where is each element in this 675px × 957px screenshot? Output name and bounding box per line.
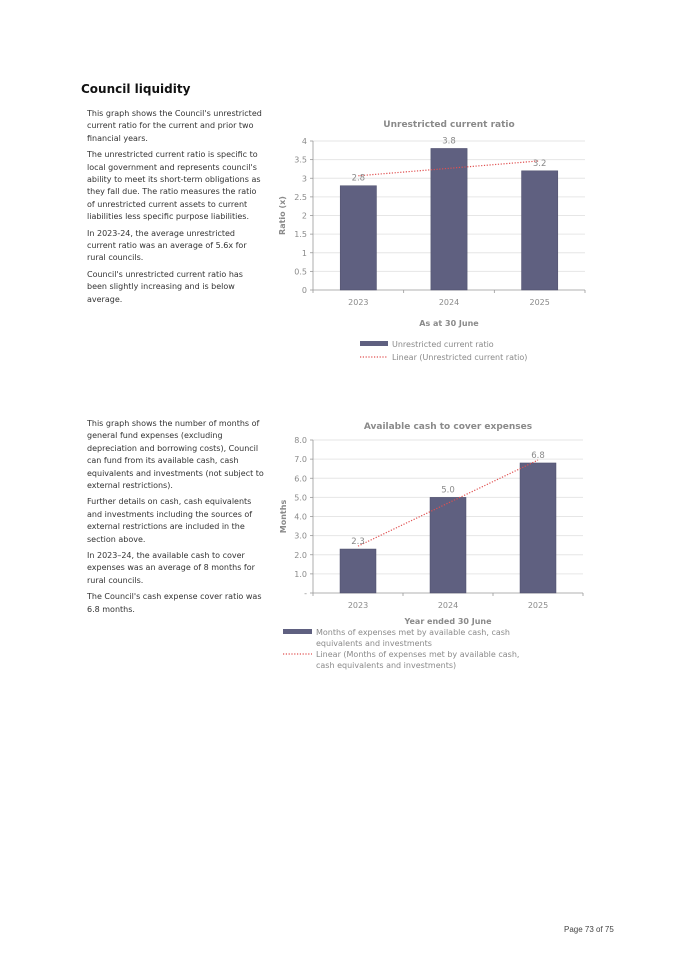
x-axis-title: As at 30 June (419, 319, 479, 328)
paragraph: Further details on cash, cash equivalents and investments including the sources of external restrictions are included in the section above. (87, 497, 253, 544)
data-label: 2.3 (351, 537, 365, 548)
data-label: 6.8 (531, 450, 545, 461)
bar-2025 (520, 463, 556, 593)
y-tick-label: 3.5 (294, 155, 307, 165)
x-tick-label: 2025 (529, 298, 550, 307)
y-tick-label: 2 (301, 211, 307, 221)
legend-label: Months of expenses met by available cash, cash equivalents and investments (316, 628, 510, 648)
y-tick-label: 3.0 (294, 531, 307, 541)
bar-2024 (430, 497, 466, 593)
legend-label: Unrestricted current ratio (392, 340, 494, 349)
page-number: Page 73 of 75 (564, 925, 614, 934)
y-tick-label: 0.5 (294, 267, 307, 277)
legend-label: Linear (Unrestricted current ratio) (392, 353, 528, 362)
paragraph: The unrestricted current ratio is specific to local government and represents council's ability to meet its short-term obligations as they fall due. The ratio measures the ratio of unrestricted current assets to current liabilities less specific purpose liabilities. (87, 150, 261, 222)
y-tick-label: 2.5 (294, 192, 307, 202)
paragraph: The Council's cash expense cover ratio was 6.8 months. (87, 592, 262, 614)
bar-2023 (340, 549, 376, 593)
y-axis-title: Ratio (x) (278, 196, 287, 235)
y-tick-label: 7.0 (294, 455, 307, 465)
legend-label: Linear (Months of expenses met by available cash, cash equivalents and investments) (316, 650, 520, 670)
data-label: 3.2 (532, 158, 547, 169)
y-tick-label: 1.0 (294, 569, 307, 579)
data-label: 3.8 (442, 136, 456, 147)
y-tick-label: 4.0 (294, 512, 307, 522)
y-tick-label: 2.0 (294, 550, 307, 560)
y-tick-label: 5.0 (294, 493, 307, 503)
y-tick-label: - (304, 589, 307, 598)
y-tick-label: 1.5 (294, 230, 307, 240)
x-tick-label: 2023 (347, 601, 369, 610)
y-tick-label: 0 (301, 286, 307, 295)
chart-title: Unrestricted current ratio (383, 120, 515, 130)
x-axis-title: Year ended 30 June (404, 617, 492, 626)
data-label: 2.8 (351, 173, 366, 184)
x-tick-label: 2024 (437, 601, 459, 610)
paragraph: This graph shows the Council's unrestricted current ratio for the current and prior two financial years. (87, 109, 262, 143)
y-tick-label: 6.0 (294, 474, 307, 484)
paragraph: In 2023–24, the available cash to cover expenses was an average of 8 months for rural councils. (87, 551, 255, 585)
y-tick-label: 3 (301, 174, 307, 184)
data-label: 5.0 (441, 485, 455, 496)
y-tick-label: 1 (301, 248, 307, 258)
section-heading: Council liquidity (81, 82, 191, 96)
paragraph: Council's unrestricted current ratio has been slightly increasing and is below average. (87, 269, 243, 304)
chart-title: Available cash to cover expenses (363, 422, 533, 432)
x-tick-label: 2024 (438, 298, 460, 307)
paragraph: In 2023-24, the average unrestricted current ratio was an average of 5.6x for rural councils. (87, 228, 247, 263)
y-tick-label: 4 (301, 137, 307, 146)
x-tick-label: 2023 (348, 298, 369, 307)
paragraph: This graph shows the number of months of general fund expenses (excluding depreciation and borrowing costs), Council can fund from its available cash, cash equivalents and investments (not subject to external restrictions). (87, 419, 264, 491)
y-axis-title: Months (279, 499, 288, 534)
legend-swatch-bar (283, 629, 312, 634)
y-tick-label: 8.0 (294, 436, 307, 445)
x-tick-label: 2025 (527, 601, 549, 610)
